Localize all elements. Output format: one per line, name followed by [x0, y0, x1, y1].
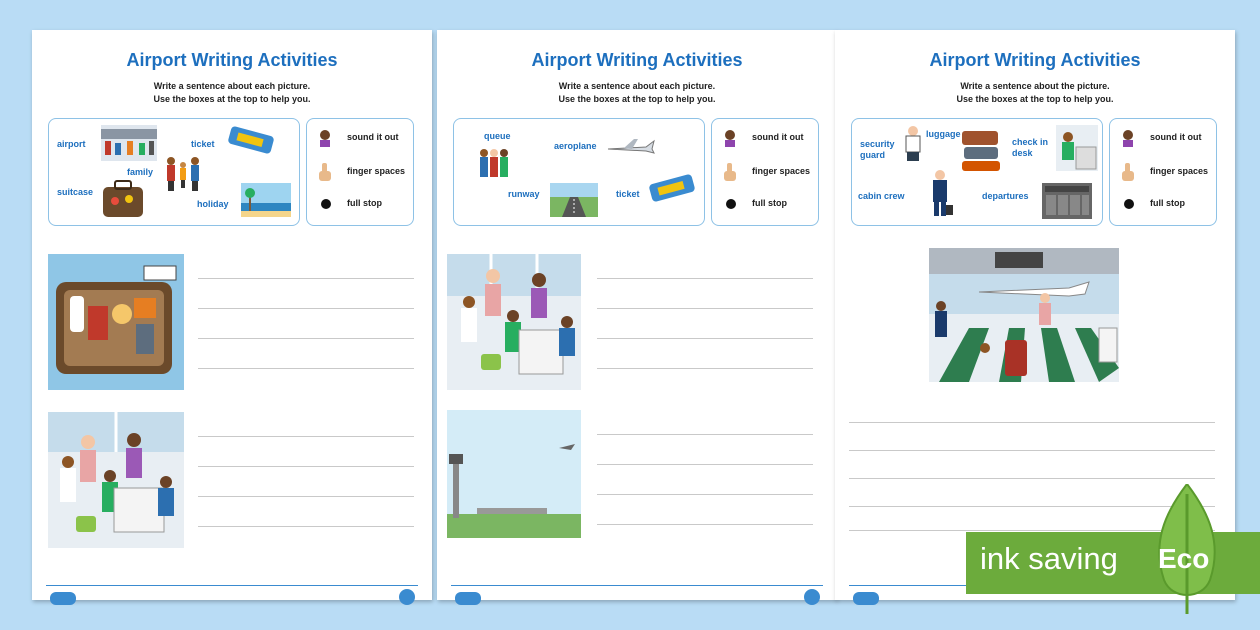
airport-icon [101, 125, 157, 161]
child-face-icon [722, 129, 738, 147]
instruction-line-1: Write a sentence about each picture. [153, 81, 311, 91]
instructions [835, 80, 1235, 106]
finger-icon [1120, 163, 1136, 181]
word-ticket: ticket [616, 189, 640, 199]
brand-logo [50, 592, 76, 605]
tip-sound-it-out: sound it out [1118, 127, 1214, 149]
writing-lines-1[interactable] [198, 278, 414, 378]
finger-icon [317, 163, 333, 181]
word-luggage: luggage [926, 129, 961, 139]
footer [451, 585, 823, 586]
instructions [437, 80, 837, 106]
holiday-icon [241, 183, 291, 217]
check-in-picture [447, 254, 581, 390]
word-bank [48, 118, 300, 226]
brand-logo [455, 592, 481, 605]
word-suitcase: suitcase [57, 187, 94, 197]
child-face-icon [1120, 129, 1136, 147]
runway-picture [447, 410, 581, 538]
departures-board-icon [1042, 183, 1092, 219]
word-cabin-crew: cabin crew [858, 191, 905, 201]
badge-icon [398, 588, 416, 606]
worksheet-2 [437, 30, 837, 600]
word-ticket: ticket [191, 139, 215, 149]
full-stop-icon [726, 199, 736, 209]
instruction-line-1: Write a sentence about each picture. [558, 81, 716, 91]
instruction-line-2: Use the boxes at the top to help you. [558, 94, 716, 104]
word-queue: queue [484, 131, 511, 141]
word-departures: departures [982, 191, 1029, 201]
tip-finger-spaces: finger spaces [1118, 161, 1214, 183]
word-family: family [127, 167, 154, 177]
cabin-crew-icon [928, 169, 954, 219]
tip-full-stop: full stop [315, 193, 411, 215]
full-stop-icon [321, 199, 331, 209]
writing-lines-1[interactable] [597, 278, 813, 378]
word-aeroplane: aeroplane [554, 141, 597, 151]
check-in-picture [48, 412, 184, 548]
tip-finger-spaces: finger spaces [720, 161, 816, 183]
security-guard-icon [902, 125, 924, 161]
aeroplane-icon [606, 135, 656, 159]
page-title: Airport Writing Activities [929, 50, 1141, 70]
writing-tips [306, 118, 414, 226]
instructions [32, 80, 432, 106]
writing-lines-2[interactable] [198, 436, 414, 536]
tip-sound-it-out: sound it out [720, 127, 816, 149]
child-face-icon [317, 129, 333, 147]
word-bank [453, 118, 705, 226]
tip-sound-it-out: sound it out [315, 127, 411, 149]
writing-lines-2[interactable] [597, 434, 813, 534]
eco-label: Eco [1158, 543, 1210, 574]
luggage-icon [960, 127, 1002, 171]
instruction-line-1: Write a sentence about the picture. [960, 81, 1110, 91]
tip-finger-spaces: finger spaces [315, 161, 411, 183]
word-bank [851, 118, 1103, 226]
suitcase-icon [101, 179, 145, 219]
brand-logo [853, 592, 879, 605]
full-stop-icon [1124, 199, 1134, 209]
runway-icon [550, 183, 598, 217]
footer [46, 585, 418, 586]
word-runway: runway [508, 189, 540, 199]
worksheet-1 [32, 30, 432, 600]
word-holiday: holiday [197, 199, 229, 209]
word-airport: airport [57, 139, 86, 149]
instruction-line-2: Use the boxes at the top to help you. [956, 94, 1114, 104]
check-in-desk-icon [1056, 125, 1098, 171]
writing-tips [711, 118, 819, 226]
family-icon [163, 153, 207, 193]
writing-tips [1109, 118, 1217, 226]
suitcase-picture [48, 254, 184, 390]
queue-icon [478, 147, 510, 185]
word-check-in-desk: check in desk [1012, 137, 1049, 158]
ticket-icon [648, 173, 698, 203]
page-title: Airport Writing Activities [126, 50, 338, 70]
finger-icon [722, 163, 738, 181]
page-title: Airport Writing Activities [531, 50, 743, 70]
tip-full-stop: full stop [1118, 193, 1214, 215]
instruction-line-2: Use the boxes at the top to help you. [153, 94, 311, 104]
badge-icon [803, 588, 821, 606]
airport-terminal-picture [929, 248, 1119, 382]
ticket-icon [227, 125, 277, 155]
word-security-guard: security guard [860, 139, 895, 160]
ink-saving-label: ink saving [980, 541, 1118, 576]
tip-full-stop: full stop [720, 193, 816, 215]
